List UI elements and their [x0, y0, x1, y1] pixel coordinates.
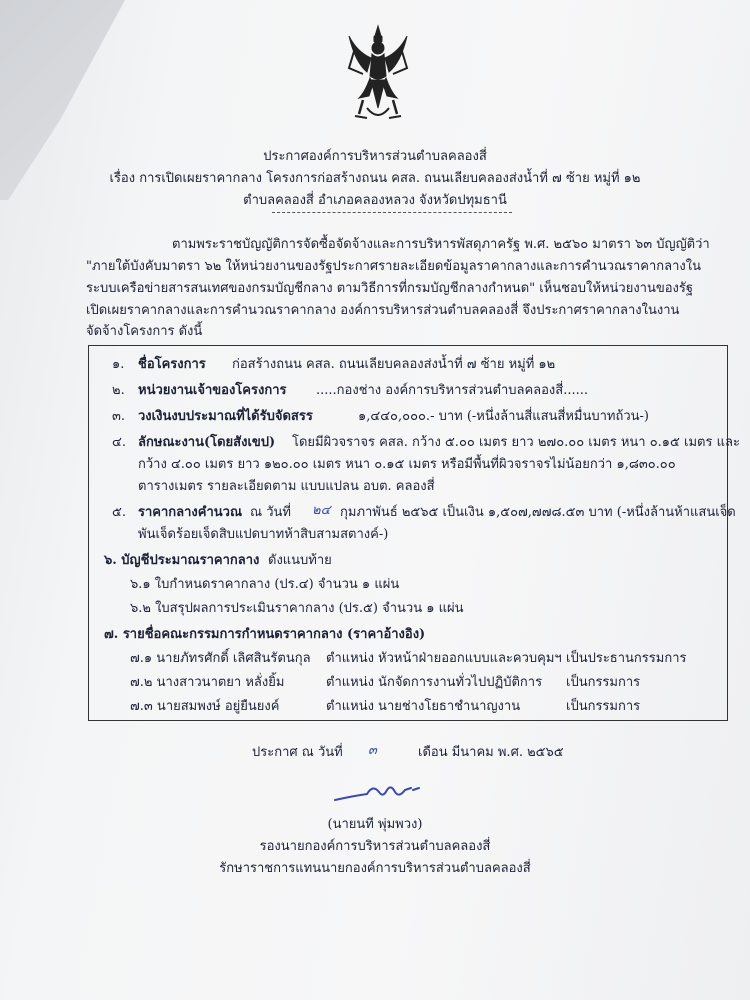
item-3-label: วงเงินงบประมาณที่ได้รับจัดสรร [138, 409, 313, 424]
committee-1-name: ๗.๑ นายภัทรศักดิ์ เลิศสินรัตนกุล [130, 651, 311, 666]
item-5-day-handwritten: ๒๔ [312, 503, 331, 518]
heading-line-3: ตำบลคลองสี่ อำเภอคลองหลวง จังหวัดปทุมธานี [243, 193, 507, 208]
intro-line-2: "ภายใต้บังคับมาตรา ๖๒ ให้หน่วยงานของรัฐประกาศรายละเอียดข้อมูลราคากลางและการคำนวณราคากลางใน [86, 259, 702, 274]
item-3-text: ๑,๔๔๐,๐๐๐.- บาท (-หนึ่งล้านสี่แสนสี่หมื่นบาทถ้วน-) [358, 409, 650, 424]
item-6-2: ๖.๒ ใบสรุปผลการประเมินราคากลาง (ปร.๕) จำนวน ๑ แผ่น [130, 601, 464, 616]
heading-line-2: เรื่อง การเปิดเผยราคากลาง โครงการก่อสร้างถนน คสล. ถนนเลียบคลองส่งน้ำที่ ๗ ซ้าย หมู่ที่ ๑๒ [109, 171, 641, 186]
item-5-text: กุมภาพันธ์ ๒๕๖๕ เป็นเงิน ๑,๕๐๗,๗๗๘.๕๓ บาท (-หนึ่งล้านห้าแสนเจ็ด [340, 505, 736, 520]
item-6-1: ๖.๑ ใบกำหนดราคากลาง (ปร.๔) จำนวน ๑ แผ่น [130, 577, 400, 592]
announce-day-handwritten: ๓ [368, 743, 377, 758]
committee-3-position: ตำแหน่ง นายช่างโยธาชำนาญงาน [326, 699, 521, 714]
signer-name: (นายนที พุ่มพวง) [327, 817, 423, 832]
heading-divider [272, 212, 512, 213]
item-4-number: ๔. [112, 435, 126, 450]
item-1-text: ก่อสร้างถนน คสล. ถนนเลียบคลองส่งน้ำที่ ๗ ซ้าย หมู่ที่ ๑๒ [232, 357, 556, 372]
item-1-number: ๑. [112, 357, 125, 372]
item-4-text: โดยมีผิวจราจร คสล. กว้าง ๕.๐๐ เมตร ยาว ๒๗๐.๐๐ เมตร หนา ๐.๑๕ เมตร และ [292, 435, 740, 450]
item-5-line-2: พันเจ็ดร้อยเจ็ดสิบแปดบาทห้าสิบสามสตางค์-) [138, 527, 389, 542]
announce-prefix: ประกาศ ณ วันที่ [252, 745, 343, 760]
committee-1-position: ตำแหน่ง หัวหน้าฝ่ายออกแบบและควบคุมฯ [326, 651, 562, 666]
committee-1-role: เป็นประธานกรรมการ [566, 651, 687, 666]
item-5-number: ๕. [112, 505, 126, 520]
item-4-line-2: กว้าง ๔.๐๐ เมตร ยาว ๑๒๐.๐๐ เมตร หนา ๐.๑๕ เมตร หรือมีพื้นที่ผิวจราจรไม่น้อยกว่า ๑,๘๓๐.๐๐ [138, 457, 676, 472]
item-4-label: ลักษณะงาน(โดยสังเขป) [138, 435, 276, 450]
signature-mark [333, 778, 423, 808]
announce-month-year: เดือน มีนาคม พ.ศ. ๒๕๖๕ [418, 745, 564, 760]
item-5-label: ราคากลางคำนวณ [138, 505, 243, 520]
committee-3-name: ๗.๓ นายสมพงษ์ อยู่ยืนยงค์ [130, 699, 280, 714]
item-1-label: ชื่อโครงการ [138, 357, 206, 372]
intro-line-3: ระบบเครือข่ายสารสนเทศของกรมบัญชีกลาง ตามวิธีการที่กรมบัญชีกลางกำหนด" เห็นชอบให้หน่วยงานของรัฐ [86, 281, 694, 296]
intro-line-1: ตามพระราชบัญญัติการจัดซื้อจัดจ้างและการบริหารพัสดุภาครัฐ พ.ศ. ๒๕๖๐ มาตรา ๖๓ บัญญัติว่า [172, 237, 710, 252]
committee-3-role: เป็นกรรมการ [566, 699, 641, 714]
heading-line-1: ประกาศองค์การบริหารส่วนตำบลคลองสี่ [263, 149, 487, 164]
item-3-number: ๓. [112, 409, 126, 424]
committee-2-role: เป็นกรรมการ [566, 675, 641, 690]
item-2-label: หน่วยงานเจ้าของโครงการ [138, 383, 287, 398]
item-6-text: ดังแนบท้าย [268, 553, 332, 568]
intro-line-5: จัดจ้างโครงการ ดังนี้ [86, 324, 203, 339]
intro-line-4: เปิดเผยราคากลางและการคำนวณราคากลาง องค์การบริหารส่วนตำบลคลองสี่ จึงประกาศราคากลางในงาน [86, 303, 680, 318]
committee-2-name: ๗.๒ นางสาวนาตยา หลั่งยิ้ม [130, 675, 285, 690]
item-2-text: .....กองช่าง องค์การบริหารส่วนตำบลคลองสี่...... [316, 383, 589, 398]
signer-title-2: รักษาราชการแทนนายกองค์การบริหารส่วนตำบลคลองสี่ [219, 861, 531, 876]
committee-2-position: ตำแหน่ง นักจัดการงานทั่วไปปฏิบัติการ [326, 675, 543, 690]
signer-title-1: รองนายกองค์การบริหารส่วนตำบลคลองสี่ [259, 839, 491, 854]
item-2-number: ๒. [112, 383, 125, 398]
item-6-label: ๖. บัญชีประมาณราคากลาง [104, 553, 260, 568]
garuda-emblem-icon [345, 22, 411, 132]
item-4-line-3: ตารางเมตร รายละเอียดตาม แบบแปลน อบต. คลองสี่ [138, 479, 435, 494]
item-5-date-prefix: ณ วันที่ [250, 505, 291, 520]
item-7-label: ๗. รายชื่อคณะกรรมการกำหนดราคากลาง (ราคาอ้างอิง) [104, 627, 426, 642]
